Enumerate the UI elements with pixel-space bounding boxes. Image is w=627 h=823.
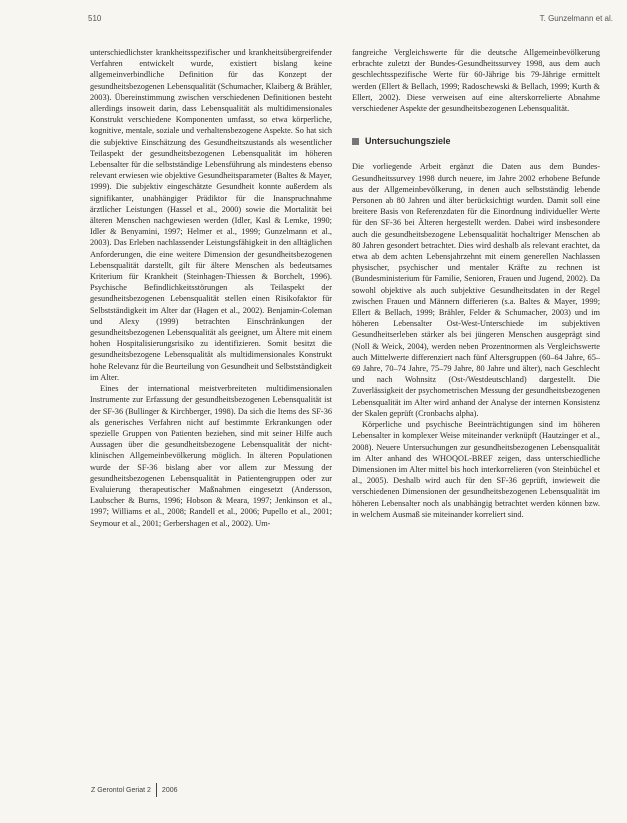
journal-citation: Z Gerontol Geriat 2 — [91, 786, 151, 794]
section-heading — [352, 136, 600, 147]
body-paragraph: fangreiche Vergleichswerte für die deutsche Allgemeinbevölkerung erbrachte zuletzt der Bundes-Gesundheitssurvey 1998, aus dem auch geschlechtsspezifische Werte für 60-Jährige bis 79-Jährige ermittelt werden (Ellert & Bellach, 1999; Radoschewski & Bellach, 1999; Kurth & Ellert, 2002). Diese verweisen auf eine alterskorrelierte Abnahme verschiedener Aspekte der gesundheitsbezogenen Lebensqualität. — [352, 48, 600, 114]
left-column — [90, 47, 332, 529]
body-paragraph: unterschiedlichster krankheitsspezifischer und krankheitsübergreifender Verfahren entwickelt wurde, existiert bislang keine allgemeinverbindliche Definition für das Konzept der gesundheitsbezogenen Lebensqualität (Schumacher, Klaiberg & Brähler, 2003). Übereinstimmung zwischen verschiedenen Definitionen besteht allerdings insoweit darin, dass Lebensqualität als multidimensionales Konstrukt verschiedene Komponenten umfasst, so etwa körperliche, kognitive, mentale, soziale und verhaltensbezogene Aspekte. So hat sich die subjektive Einschätzung des Gesundheitszustands als wesentlicher Teilaspekt der gesundheitsbezogenen Lebensqualität im höheren Lebensalter für die selbstständige Lebensführung als mindestens ebenso relevant erwiesen wie objektive Gesundheitsparameter (Baltes & Mayer, 1999). Die subjektiv eingeschätzte Gesundheit konnte außerdem als signifikanter, unabhängiger Prädiktor für die Inanspruchnahme ärztlicher Leistungen (Hassel et al., 2000) sowie die Mortalität bei älteren Menschen nachgewiesen werden (Idler, Kasl & Lemke, 1990; Idler & Benyamini, 1997; Helmer et al., 1999; Gunzelmann et al., 2003). Das Erleben nachlassender Leistungsfähigkeit in den alltäglichen Anforderungen, die eine weitere Dimension der gesundheitsbezogenen Lebensqualität darstellt, gilt für ältere Menschen als bedeutsames Kriterium für Krankheit (Steinhagen-Thiessen & Borchelt, 1996). Psychische Befindlichkeitsstörungen als Teilaspekt der gesundheitsbezogenen Lebensqualität stellen einen Risikofaktor für Selbstständigkeit im Alter dar (Hagen et al., 2002). Benjamin-Coleman und Alexy (1999) betrachten Einschränkungen der gesundheitsbezogenen Lebensqualität als geeignet, um Ältere mit einem hohen Hospitalisierungsrisiko zu identifizieren. Somit besitzt die gesundheitsbezogene Lebensqualität als multidimensionales Konstrukt hohe Relevanz für die Beurteilung von Gesundheit und Selbstständigkeit im Alter. — [90, 48, 332, 382]
square-bullet-icon — [352, 138, 359, 145]
section-heading-text: Untersuchungsziele — [365, 136, 451, 147]
body-paragraph: Körperliche und psychische Beeinträchtigungen sind im höheren Lebensalter in komplexer Weise miteinander verknüpft (Hautzinger et al., 2008). Neuere Untersuchungen zur gesundheitsbezogenen Lebensqualität im Alter anhand des WHOQOL-BREF zeigen, dass unterschiedliche Dimensionen im Alter mittel bis hoch interkorrelieren (von Steinbüchel et al., 2005). Deshalb wird auch für den SF-36 geprüft, inwieweit die verschiedenen Dimensionen der gesundheitsbezogenen Lebensqualität im höheren Lebensalter noch als unabhängig betrachtet werden können bzw. in welchem Ausmaß sie miteinander korreliert sind. — [352, 420, 600, 519]
body-paragraph: Eines der international meistverbreiteten multidimensionalen Instrumente zur Erfassung der gesundheitsbezogenen Lebensqualität ist der SF-36 (Bullinger & Kirchberger, 1998). Da sich die Items des SF-36 als generisches Verfahren nicht auf bestimmte Erkrankungen oder spezielle Gruppen von Patienten beziehen, sind mit seiner Hilfe auch Aussagen über die gesundheitsbezogene Lebensqualität der nicht-klinischen Allgemeinbevölkerung möglich. In älteren Populationen wurde der SF-36 bislang aber vor allem zur Messung der gesundheitsbezogenen Lebensqualität in Patientengruppen oder zur Evaluierung therapeutischer Maßnahmen eingesetzt (Andersson, Laubscher & Burns, 1996; Hobson & Meara, 1997; Jenkinson et al., 1997; Williams et al., 2008; Randell et al., 2006; Pupello et al., 2001; Seymour et al., 2001; Gerbershagen et al., 2002). Um- — [90, 384, 332, 528]
journal-year: 2006 — [161, 786, 178, 794]
page-footer — [91, 783, 178, 797]
footer-divider — [156, 783, 157, 797]
right-column — [352, 47, 600, 520]
body-paragraph: Die vorliegende Arbeit ergänzt die Daten aus dem Bundes-Gesundheitssurvey 1998 durch neuere, im Jahre 2002 erhobene Befunde aus der Allgemeinbevölkerung, in denen auch selbstständig lebende Personen ab 80 Jahren und älter berücksichtigt wurden. Damit soll eine breitere Basis von Referenzdaten für die Einordnung individueller Werte für den SF-36 bei Älteren hergestellt werden. Dabei wird insbesondere auch die gesundheitsbezogene Lebensqualität hochaltriger Menschen ab 80 Jahren gesondert betrachtet. Dies wird deshalb als relevant erachtet, da etwa ab dem achten Lebensjahrzehnt mit einem generellen Nachlassen physischer, psychischer und mentaler Kräfte zu rechnen ist (Bundesministerium für Familie, Senioren, Frauen und Jugend, 2002). Da sowohl objektive als auch subjektive Gesundheitsdaten in der Regel zwischen Frauen und Männern differieren (s.a. Baltes & Mayer, 1999; Ellert & Bellach, 1999; Brähler, Felder & Schumacher, 2003) und im höheren Lebensalter Ost-West-Unterschiede im subjektiven Gesundheitserleben stärker als bei jüngeren Menschen ausgeprägt sind (Noll & Weick, 2004), werden neben Prozentnormen als Vergleichswerte auch Mittelwerte differenziert nach fünf Altersgruppen (60–64 Jahre, 65–69 Jahre, 70–74 Jahre, 75–79 Jahre, 80 Jahre und älter), nach Geschlecht und nach Wohnsitz (Ost-/Westdeutschland) dargestellt. Die Zuverlässigkeit der psychometrischen Messung der gesundheitsbezogenen Lebensqualität im Alter wird anhand der Analyse der internen Konsistenz der Skalen geprüft (Cronbachs alpha). — [352, 162, 600, 418]
running-head-author: T. Gunzelmann et al. — [539, 14, 613, 23]
page-number: 510 — [88, 14, 102, 23]
